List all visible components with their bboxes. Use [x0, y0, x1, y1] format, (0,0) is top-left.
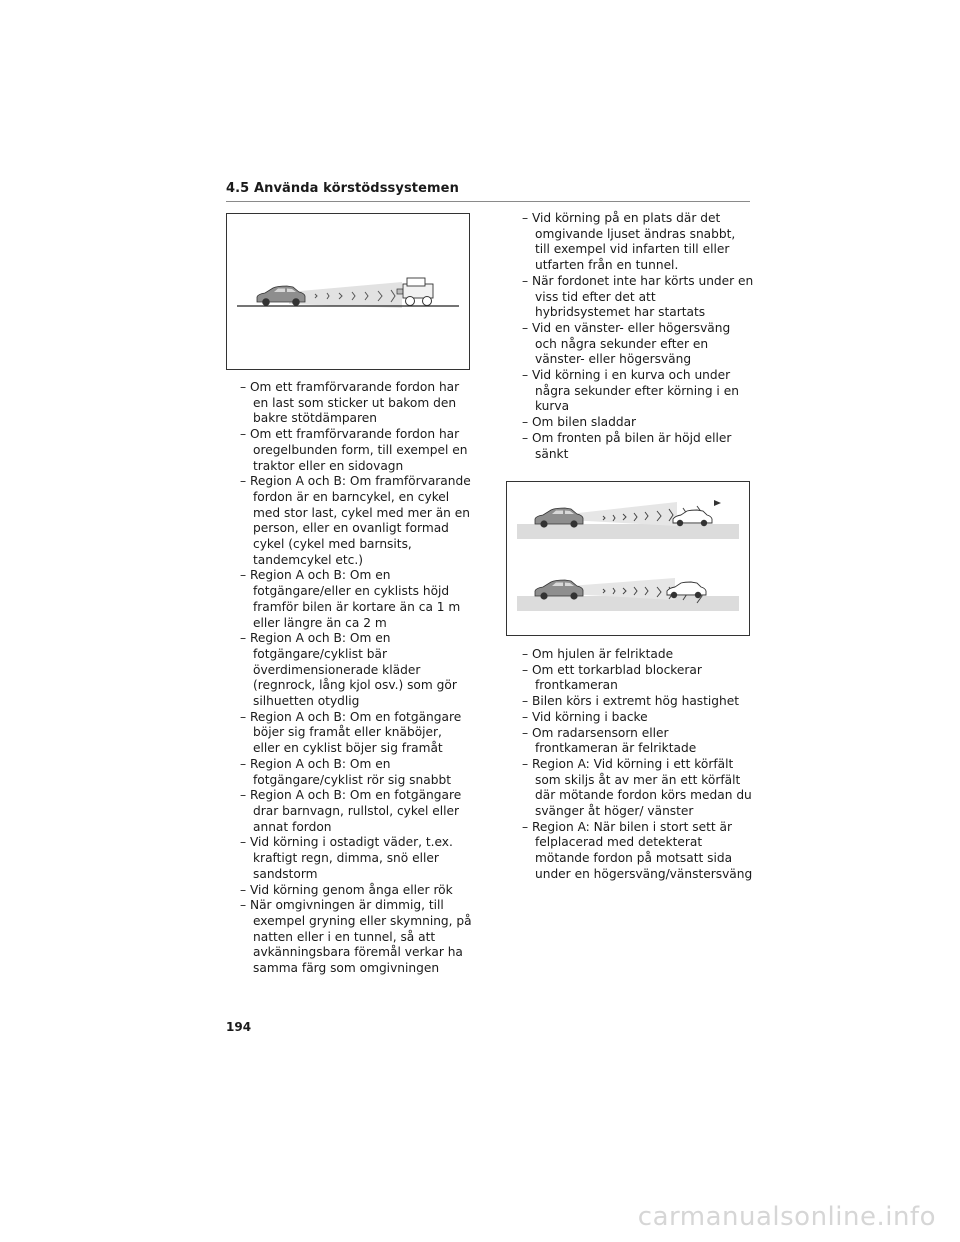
list-item: – Vid körning på en plats där det omgivande ljuset ändras snabbt, till exempel vid infarten till eller utfarten från en tunnel.: [522, 211, 736, 273]
list-item: – Om ett framförvarande fordon har en last som sticker ut bakom den bakre stötdämparen: [240, 380, 460, 426]
list-item: – Region A och B: Om en fotgängare drar barnvagn, rullstol, cykel eller annat fordon: [240, 788, 462, 834]
list-item: – Bilen körs i extremt hög hastighet: [522, 694, 740, 709]
figure-vehicle-with-load: [226, 213, 470, 370]
section-title: 4.5 Använda körstödssystemen: [226, 181, 459, 196]
vehicle-ahead-upper: [673, 510, 712, 526]
figure-two-scenarios: [506, 481, 750, 636]
list-item: – Om fronten på bilen är höjd eller sänkt: [522, 430, 732, 461]
list-item: – Vid körning i ostadigt väder, t.ex. kraftigt regn, dimma, snö eller sandstorm: [240, 835, 453, 881]
list-item: – Region A och B: Om en fotgängare/cyklist rör sig snabbt: [240, 756, 451, 787]
illustration-two-scenarios: [507, 482, 749, 635]
list-item: – När omgivningen är dimmig, till exempel gryning eller skymning, på natten eller i en tunnel, så att avkänningsbara föremål verkar ha samma färg som omgivningen: [240, 898, 472, 976]
section-header: [226, 181, 750, 202]
vehicle-with-protruding-load: [397, 278, 433, 306]
own-car: [257, 286, 305, 306]
list-item: – Om ett torkarblad blockerar frontkameran: [522, 662, 702, 693]
watermark: carmanualsonline.info: [637, 1202, 936, 1232]
list-item: – Vid körning i backe: [522, 709, 648, 724]
list-item: – Vid en vänster- eller högersväng och några sekunder efter en vänster- eller högersväng: [522, 320, 731, 367]
right-column-top: [522, 211, 754, 462]
condition-list-right-top: [522, 211, 754, 462]
condition-list-left: [240, 380, 472, 977]
list-item: – Region A och B: Om en fotgängare/cyklist bär överdimensionerade kläder (regnrock, lång kjol osv.) som gör silhuetten otydlig: [240, 631, 457, 709]
list-item: – Region A och B: Om en fotgängare böjer sig framåt eller knäböjer, eller en cyklist böjer sig framåt: [240, 709, 462, 756]
illustration-car-tractor: [227, 214, 469, 369]
right-column-bottom: [522, 647, 754, 883]
list-item: – Vid körning genom ånga eller rök: [240, 882, 453, 897]
sensor-beam: [289, 282, 402, 308]
list-item: – Om hjulen är felriktade: [522, 647, 674, 661]
list-item: – Region A: Vid körning i ett körfält som skiljs åt av mer än ett körfält där mötande fordon körs medan du svänger åt höger/ vänster: [522, 756, 752, 819]
list-item: – Region A och B: Om en fotgängare/eller en cyklists höjd framför bilen är kortare än ca 1 m eller längre än ca 2 m: [240, 568, 461, 630]
list-item: – Om bilen sladdar: [522, 415, 637, 430]
list-item: – Vid körning i en kurva och under några sekunder efter körning i en kurva: [522, 368, 739, 414]
list-item: – Region A och B: Om framförvarande fordon är en barncykel, en cykel med stor last, cykel med mer än en person, eller en ovanligt formad cykel (cykel med barnsits, tandemcykel etc.): [240, 474, 471, 567]
road-surface-upper: [517, 524, 739, 539]
page-number: 194: [226, 1020, 252, 1034]
condition-list-right-bottom: [522, 647, 754, 883]
list-item: – Region A: När bilen i stort sett är felplacerad med detekterat mötande fordon på motsatt sida under en högersväng/vänstersväng: [522, 819, 753, 881]
list-item: – Om radarsensorn eller frontkameran är felriktade: [522, 725, 697, 756]
road-surface-lower: [517, 596, 739, 611]
list-item: – När fordonet inte har körts under en viss tid efter det att hybridsystemet har startats: [522, 273, 754, 320]
left-column: [240, 380, 472, 977]
list-item: – Om ett framförvarande fordon har oregelbunden form, till exempel en traktor eller en sidovagn: [240, 427, 468, 473]
direction-arrow-upper: [714, 500, 721, 506]
